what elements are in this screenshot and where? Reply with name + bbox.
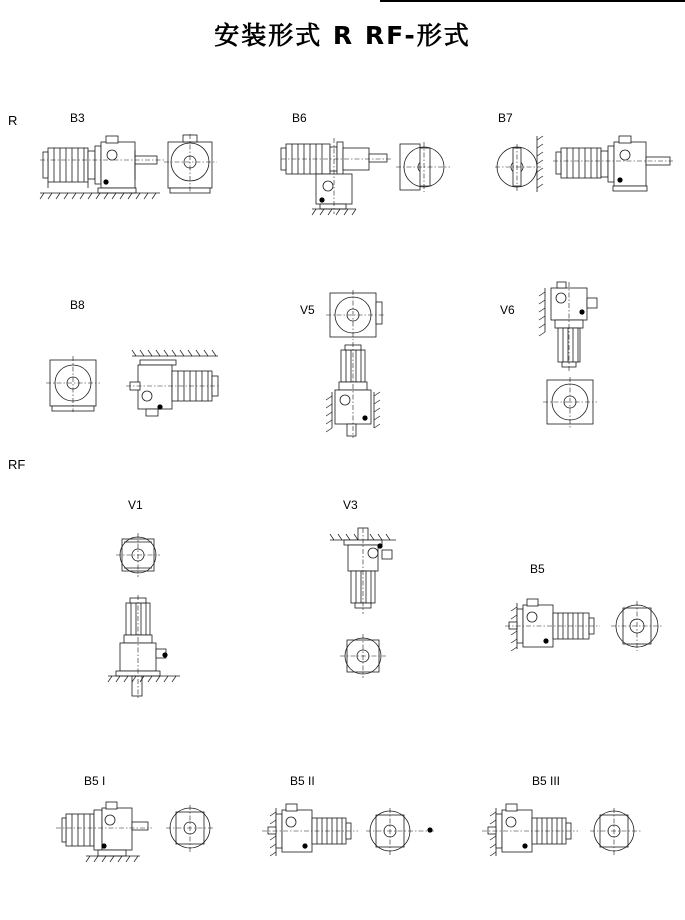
figure-b5ii (258, 800, 448, 870)
page-title: 安装形式 R RF-形式 (214, 21, 471, 50)
figure-label-v3: V3 (343, 498, 358, 512)
figure-v1 (108, 525, 218, 700)
figure-label-b7: B7 (498, 111, 513, 125)
figure-label-v5: V5 (300, 303, 315, 317)
figure-label-b5i: B5 I (84, 774, 106, 788)
figure-v3 (318, 528, 428, 688)
figure-label-v6: V6 (500, 303, 515, 317)
figure-label-b5: B5 (530, 562, 545, 576)
header-rule (380, 0, 685, 2)
figure-v6 (535, 282, 655, 432)
figure-b3 (40, 130, 220, 215)
figure-b8 (42, 352, 222, 432)
figure-v5 (318, 288, 438, 438)
figure-label-b8: B8 (70, 298, 85, 312)
figure-label-b5ii: B5 II (290, 774, 315, 788)
series-label-rf: RF (8, 457, 26, 472)
figure-label-b3: B3 (70, 111, 85, 125)
series-label-r: R (8, 113, 18, 128)
figure-b5iii (478, 800, 668, 870)
figure-label-b5iii: B5 III (532, 774, 561, 788)
figure-label-v1: V1 (128, 498, 143, 512)
figure-b7 (495, 130, 675, 215)
figure-label-b6: B6 (292, 111, 307, 125)
figure-b6 (272, 130, 452, 225)
figure-b5 (505, 595, 675, 665)
figure-b5i (48, 800, 228, 870)
